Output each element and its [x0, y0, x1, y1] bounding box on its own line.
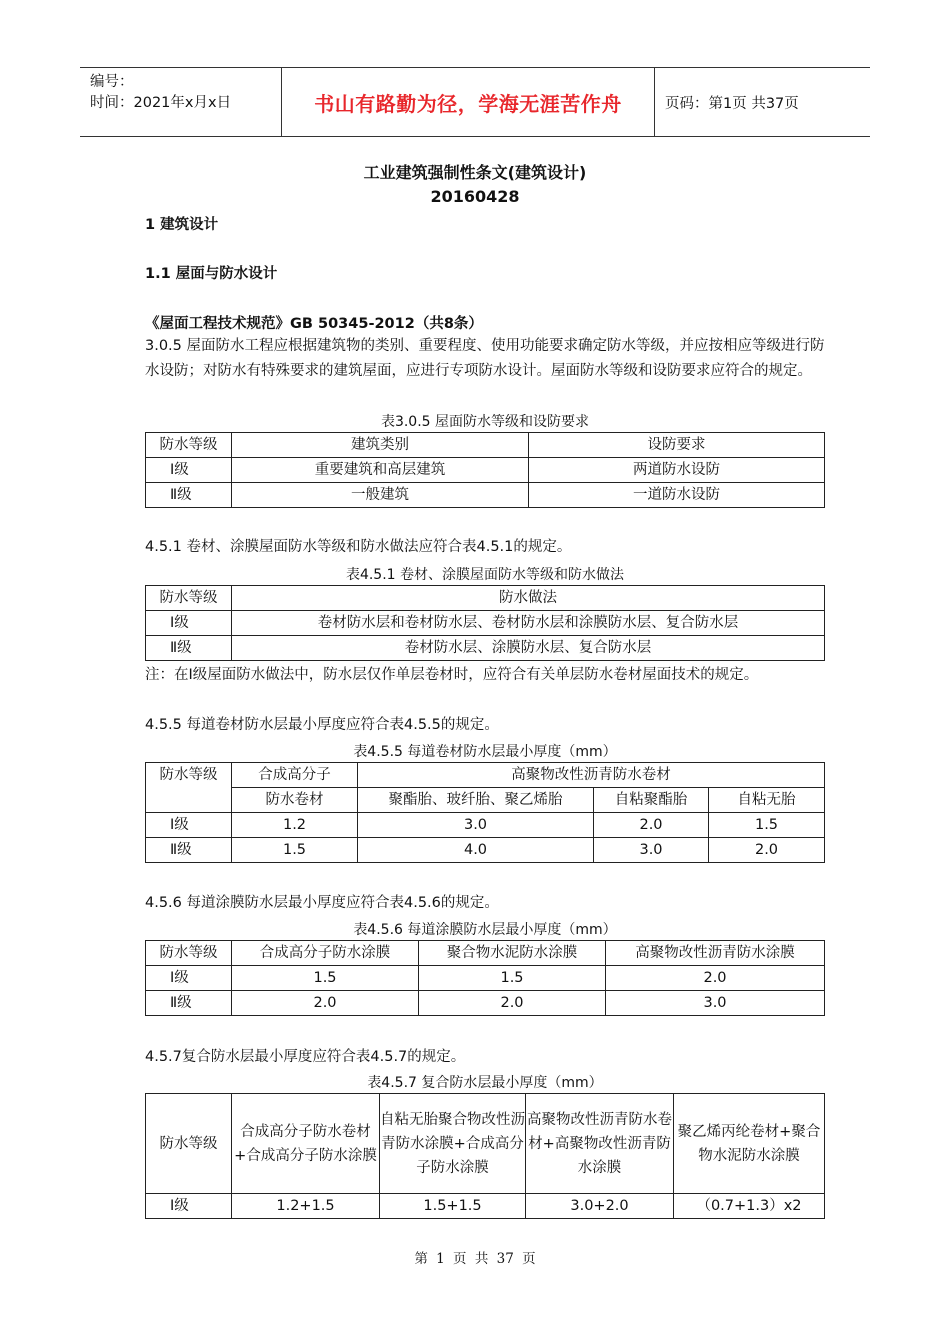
clause-4-5-1: 4.5.1 卷材、涂膜屋面防水等级和防水做法应符合表4.5.1的规定。 [145, 539, 572, 555]
table-cell: 一道防水设防 [529, 483, 825, 508]
table-header-row [146, 788, 825, 813]
table-cell: 1.5 [419, 966, 606, 991]
table-3-0-5-caption: 表3.0.5 屋面防水等级和设防要求 [380, 414, 590, 430]
table-header-cell: 防水等级 [146, 941, 232, 966]
table-header-cell: 防水等级 [146, 763, 232, 813]
table-cell: 两道防水设防 [529, 458, 825, 483]
table-cell: 卷材防水层、涂膜防水层、复合防水层 [232, 636, 825, 661]
table-cell: （0.7+1.3）x2 [674, 1194, 825, 1219]
clause-4-5-7: 4.5.7复合防水层最小厚度应符合表4.5.7的规定。 [145, 1049, 466, 1065]
table-header-cell: 防水等级 [146, 586, 232, 611]
table-header-row [146, 1094, 825, 1194]
table-cell: 2.0 [709, 838, 825, 863]
table-header-cell: 高聚物改性沥青防水卷材 [358, 763, 825, 788]
table-4-5-7 [145, 1093, 825, 1219]
table-4-5-1 [145, 585, 825, 661]
table-header-cell: 设防要求 [529, 433, 825, 458]
table-cell: Ⅱ级 [146, 838, 232, 863]
table-header-cell: 合成高分子防水涂膜 [232, 941, 419, 966]
header-motto: 书山有路勤为径，学海无涯苦作舟 [281, 68, 655, 136]
table-cell: 1.5 [709, 813, 825, 838]
table-header-row [146, 433, 825, 458]
header-page-info: 页码：第1页 共37页 [665, 95, 799, 112]
table-header-cell: 防水等级 [146, 433, 232, 458]
table-cell: 1.5+1.5 [380, 1194, 526, 1219]
table-header-cell: 高聚物改性沥青防水涂膜 [606, 941, 825, 966]
table-cell: Ⅰ级 [146, 611, 232, 636]
clause-4-5-5: 4.5.5 每道卷材防水层最小厚度应符合表4.5.5的规定。 [145, 717, 499, 733]
table-cell: 2.0 [606, 966, 825, 991]
table-header-cell: 自粘无胎 [709, 788, 825, 813]
table-4-5-6-caption: 表4.5.6 每道涂膜防水层最小厚度（mm） [353, 922, 617, 938]
table-cell: 1.5 [232, 838, 358, 863]
table-cell: 2.0 [419, 991, 606, 1016]
table-row [146, 483, 825, 508]
table-header-cell: 防水等级 [146, 1094, 232, 1194]
table-cell: Ⅱ级 [146, 483, 232, 508]
table-row [146, 458, 825, 483]
table-row [146, 611, 825, 636]
table-header-row [146, 586, 825, 611]
table-header-cell: 自粘聚酯胎 [594, 788, 709, 813]
table-cell: 2.0 [232, 991, 419, 1016]
table-cell: Ⅰ级 [146, 1194, 232, 1219]
table-cell: 3.0 [594, 838, 709, 863]
table-row [146, 991, 825, 1016]
table-row [146, 813, 825, 838]
table-cell: Ⅱ级 [146, 991, 232, 1016]
table-header-row [146, 941, 825, 966]
table-4-5-7-caption: 表4.5.7 复合防水层最小厚度（mm） [367, 1075, 603, 1091]
table-header-cell: 合成高分子防水卷材+合成高分子防水涂膜 [232, 1094, 380, 1194]
table-header-cell: 建筑类别 [232, 433, 529, 458]
table-cell: 1.2+1.5 [232, 1194, 380, 1219]
table-header-cell: 聚合物水泥防水涂膜 [419, 941, 606, 966]
table-4-5-5-caption: 表4.5.5 每道卷材防水层最小厚度（mm） [353, 744, 617, 760]
table-header-cell: 防水做法 [232, 586, 825, 611]
table-cell: Ⅰ级 [146, 966, 232, 991]
table-note: 注：在Ⅰ级屋面防水做法中，防水层仅作单层卷材时，应符合有关单层防水卷材屋面技术的规定。 [145, 667, 759, 683]
table-cell: 3.0+2.0 [526, 1194, 674, 1219]
table-cell: Ⅱ级 [146, 636, 232, 661]
table-row [146, 838, 825, 863]
document-date: 20160428 [430, 187, 520, 206]
table-cell: 2.0 [594, 813, 709, 838]
page-footer: 第 1 页 共 37 页 [414, 1251, 536, 1267]
table-cell: 1.2 [232, 813, 358, 838]
table-cell: Ⅰ级 [146, 458, 232, 483]
table-cell: 3.0 [358, 813, 594, 838]
table-header-cell: 防水卷材 [232, 788, 358, 813]
section-heading-1-1: 1.1 屋面与防水设计 [145, 266, 278, 282]
time-label: 时间：2021年x月x日 [90, 95, 232, 111]
table-cell: 4.0 [358, 838, 594, 863]
table-header-cell: 高聚物改性沥青防水卷材+高聚物改性沥青防水涂膜 [526, 1094, 674, 1194]
clause-3-0-5: 3.0.5 屋面防水工程应根据建筑物的类别、重要程度、使用功能要求确定防水等级，并应按相应等级进行防水设防；对防水有特殊要求的建筑屋面，应进行专项防水设计。屋面防水等级和设防要求应符合的规定。 [145, 338, 825, 379]
table-row [146, 1194, 825, 1219]
table-header-row [146, 763, 825, 788]
code-title: 《屋面工程技术规范》GB 50345-2012（共8条） [145, 316, 483, 332]
number-label: 编号： [90, 74, 134, 90]
header-meta [80, 68, 281, 136]
page-header [80, 67, 870, 137]
table-row [146, 966, 825, 991]
table-cell: 1.5 [232, 966, 419, 991]
table-3-0-5 [145, 432, 825, 508]
table-cell: 3.0 [606, 991, 825, 1016]
document-title: 工业建筑强制性条文(建筑设计) [363, 163, 587, 182]
table-cell: 重要建筑和高层建筑 [232, 458, 529, 483]
table-cell: 一般建筑 [232, 483, 529, 508]
table-header-cell: 合成高分子 [232, 763, 358, 788]
table-4-5-6 [145, 940, 825, 1016]
table-cell: Ⅰ级 [146, 813, 232, 838]
table-4-5-5 [145, 762, 825, 863]
table-header-cell: 聚酯胎、玻纤胎、聚乙烯胎 [358, 788, 594, 813]
clause-4-5-6: 4.5.6 每道涂膜防水层最小厚度应符合表4.5.6的规定。 [145, 895, 499, 911]
table-4-5-1-caption: 表4.5.1 卷材、涂膜屋面防水等级和防水做法 [345, 567, 625, 583]
table-cell: 卷材防水层和卷材防水层、卷材防水层和涂膜防水层、复合防水层 [232, 611, 825, 636]
table-row [146, 636, 825, 661]
section-heading-1: 1 建筑设计 [145, 217, 219, 233]
table-header-cell: 聚乙烯丙纶卷材+聚合物水泥防水涂膜 [674, 1094, 825, 1194]
table-header-cell: 自粘无胎聚合物改性沥青防水涂膜+合成高分子防水涂膜 [380, 1094, 526, 1194]
